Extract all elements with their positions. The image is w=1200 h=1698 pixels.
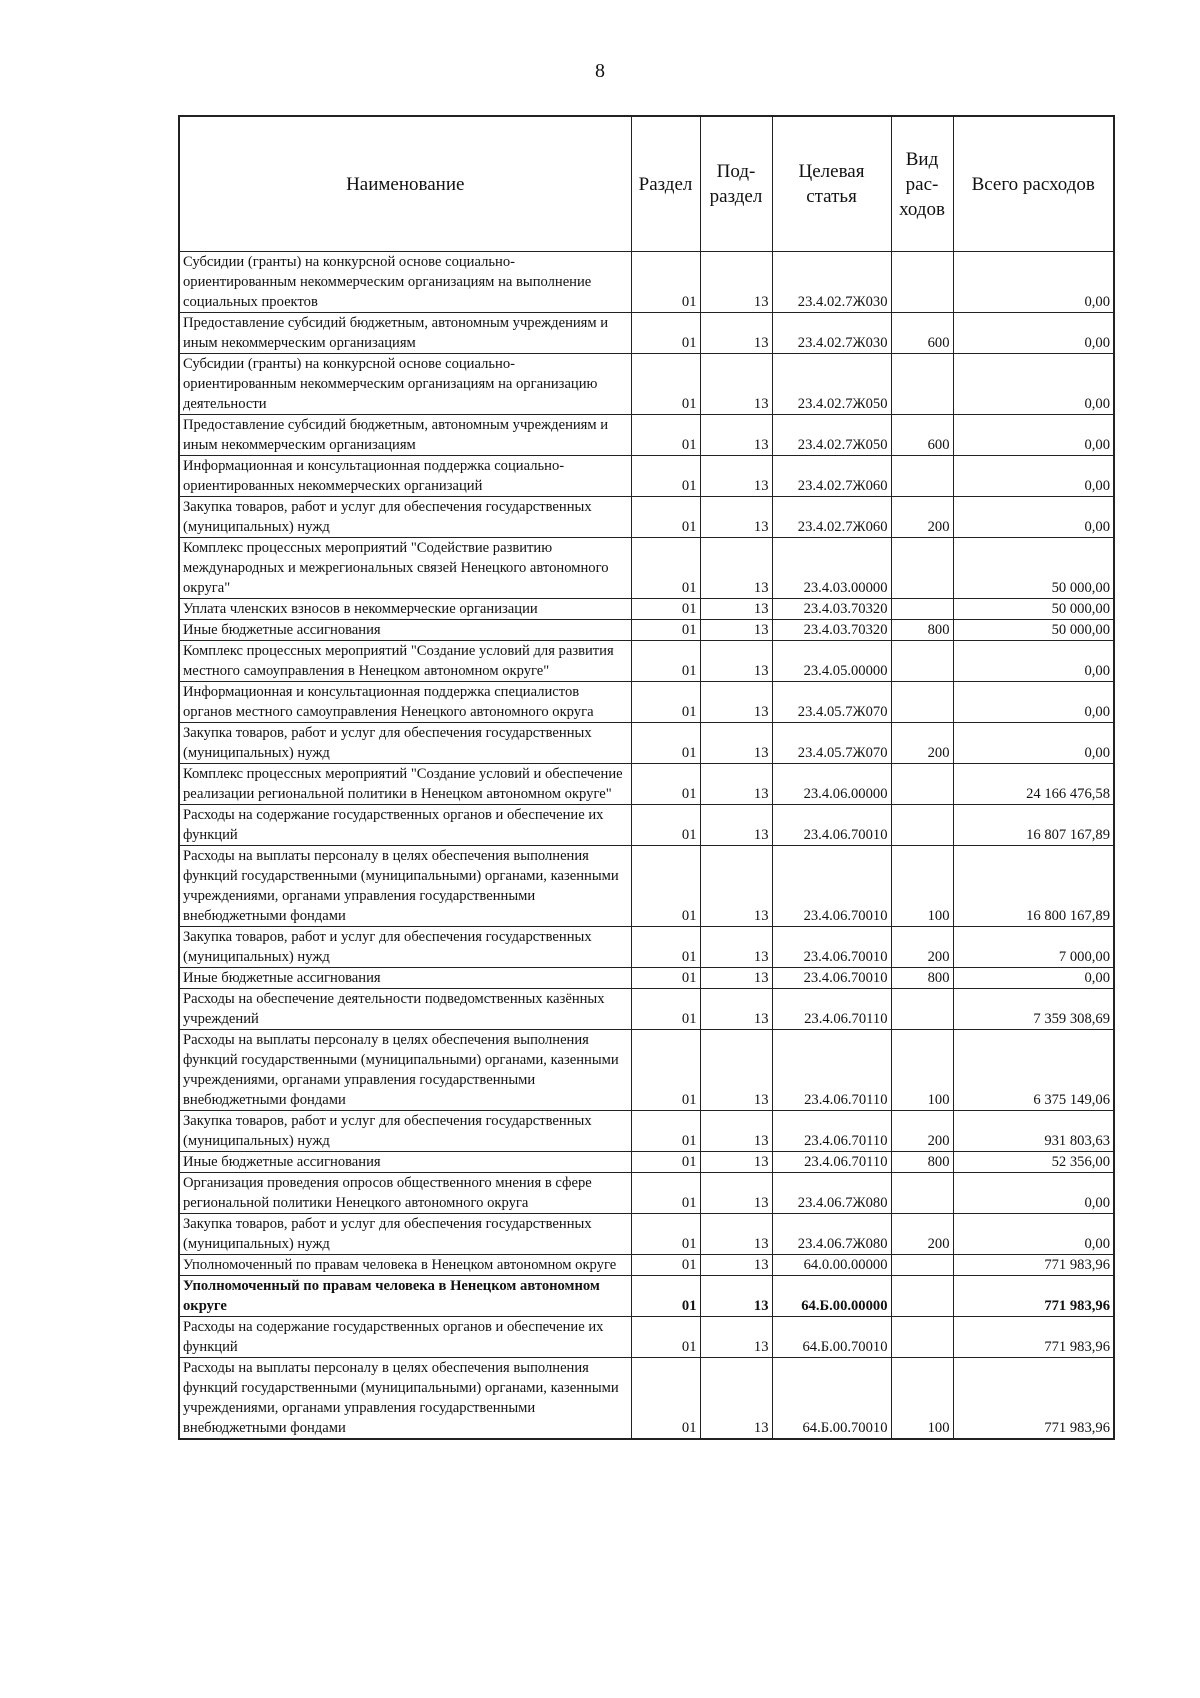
row-section: 01 (631, 1173, 700, 1214)
row-name: Закупка товаров, работ и услуг для обеспечения государственных (муниципальных) нужд (179, 1214, 631, 1255)
row-subsection: 13 (700, 1152, 772, 1173)
row-subsection: 13 (700, 620, 772, 641)
row-target: 23.4.06.70110 (772, 1111, 891, 1152)
row-total: 16 807 167,89 (953, 805, 1114, 846)
row-subsection: 13 (700, 313, 772, 354)
row-name: Информационная и консультационная поддержка специалистов органов местного самоуправления Ненецкого автономного округа (179, 682, 631, 723)
row-total: 24 166 476,58 (953, 764, 1114, 805)
table-row (179, 641, 1114, 682)
row-name: Предоставление субсидий бюджетным, автономным учреждениям и иным некоммерческим организациям (179, 415, 631, 456)
row-subsection: 13 (700, 846, 772, 927)
row-total: 0,00 (953, 415, 1114, 456)
row-type (891, 641, 953, 682)
row-name: Иные бюджетные ассигнования (179, 968, 631, 989)
row-section: 01 (631, 927, 700, 968)
row-total: 0,00 (953, 497, 1114, 538)
row-subsection: 13 (700, 1276, 772, 1317)
row-name: Расходы на обеспечение деятельности подведомственных казённых учреждений (179, 989, 631, 1030)
row-subsection: 13 (700, 968, 772, 989)
budget-table (178, 115, 1115, 1440)
row-target: 23.4.02.7Ж050 (772, 354, 891, 415)
row-section: 01 (631, 252, 700, 313)
table-row (179, 682, 1114, 723)
row-name: Расходы на содержание государственных органов и обеспечение их функций (179, 1317, 631, 1358)
row-subsection: 13 (700, 1111, 772, 1152)
row-subsection: 13 (700, 415, 772, 456)
row-name: Закупка товаров, работ и услуг для обеспечения государственных (муниципальных) нужд (179, 927, 631, 968)
row-target: 23.4.05.7Ж070 (772, 723, 891, 764)
row-name: Расходы на содержание государственных органов и обеспечение их функций (179, 805, 631, 846)
row-subsection: 13 (700, 927, 772, 968)
table-row (179, 620, 1114, 641)
row-total: 7 359 308,69 (953, 989, 1114, 1030)
table-row (179, 456, 1114, 497)
row-total: 16 800 167,89 (953, 846, 1114, 927)
row-subsection: 13 (700, 1030, 772, 1111)
row-total: 50 000,00 (953, 538, 1114, 599)
row-type (891, 252, 953, 313)
row-target: 23.4.02.7Ж030 (772, 252, 891, 313)
row-subsection: 13 (700, 989, 772, 1030)
row-section: 01 (631, 764, 700, 805)
row-section: 01 (631, 415, 700, 456)
row-section: 01 (631, 1111, 700, 1152)
row-type (891, 764, 953, 805)
row-type: 600 (891, 313, 953, 354)
row-total: 0,00 (953, 968, 1114, 989)
row-target: 23.4.06.7Ж080 (772, 1214, 891, 1255)
row-type (891, 1173, 953, 1214)
row-name: Уполномоченный по правам человека в Ненецком автономном округе (179, 1255, 631, 1276)
row-section: 01 (631, 620, 700, 641)
row-name: Закупка товаров, работ и услуг для обеспечения государственных (муниципальных) нужд (179, 1111, 631, 1152)
row-section: 01 (631, 456, 700, 497)
row-target: 23.4.03.70320 (772, 599, 891, 620)
row-subsection: 13 (700, 682, 772, 723)
table-row (179, 989, 1114, 1030)
table-row (179, 1173, 1114, 1214)
row-subsection: 13 (700, 641, 772, 682)
row-subsection: 13 (700, 456, 772, 497)
row-target: 23.4.06.7Ж080 (772, 1173, 891, 1214)
table-row (179, 1358, 1114, 1440)
table-row (179, 1255, 1114, 1276)
row-type: 200 (891, 497, 953, 538)
row-name: Расходы на выплаты персоналу в целях обеспечения выполнения функций государственными (муниципальными) органами, казенными учреждениями, органами управления государственными внебюджетными фондами (179, 1358, 631, 1440)
row-section: 01 (631, 723, 700, 764)
row-total: 0,00 (953, 641, 1114, 682)
table-row (179, 1030, 1114, 1111)
row-target: 23.4.03.70320 (772, 620, 891, 641)
row-name: Иные бюджетные ассигнования (179, 620, 631, 641)
row-section: 01 (631, 641, 700, 682)
row-type (891, 1255, 953, 1276)
table-row (179, 415, 1114, 456)
row-total: 7 000,00 (953, 927, 1114, 968)
row-target: 23.4.05.00000 (772, 641, 891, 682)
header-name: Наименование (179, 116, 631, 252)
row-subsection: 13 (700, 805, 772, 846)
row-total: 771 983,96 (953, 1276, 1114, 1317)
row-name: Комплекс процессных мероприятий "Создание условий для развития местного самоуправления в Ненецком автономном округе" (179, 641, 631, 682)
row-total: 50 000,00 (953, 599, 1114, 620)
row-type (891, 599, 953, 620)
row-subsection: 13 (700, 497, 772, 538)
row-type: 200 (891, 1111, 953, 1152)
header-type: Вид рас- ходов (891, 116, 953, 252)
header-subsection: Под- раздел (700, 116, 772, 252)
row-section: 01 (631, 989, 700, 1030)
row-target: 64.Б.00.70010 (772, 1317, 891, 1358)
row-section: 01 (631, 968, 700, 989)
row-target: 23.4.06.70110 (772, 1030, 891, 1111)
row-type: 800 (891, 1152, 953, 1173)
row-type: 800 (891, 620, 953, 641)
row-subsection: 13 (700, 1214, 772, 1255)
row-target: 23.4.02.7Ж060 (772, 497, 891, 538)
table-row (179, 599, 1114, 620)
row-section: 01 (631, 1317, 700, 1358)
row-total: 0,00 (953, 1173, 1114, 1214)
row-type: 200 (891, 723, 953, 764)
table-row (179, 252, 1114, 313)
row-total: 0,00 (953, 723, 1114, 764)
row-subsection: 13 (700, 538, 772, 599)
row-section: 01 (631, 1152, 700, 1173)
row-total: 0,00 (953, 682, 1114, 723)
table-row (179, 968, 1114, 989)
table-header-row (179, 116, 1114, 252)
row-type: 600 (891, 415, 953, 456)
row-target: 23.4.06.70010 (772, 846, 891, 927)
table-row (179, 1214, 1114, 1255)
row-type (891, 1276, 953, 1317)
row-total: 52 356,00 (953, 1152, 1114, 1173)
row-section: 01 (631, 846, 700, 927)
row-type: 100 (891, 1030, 953, 1111)
row-type: 100 (891, 1358, 953, 1440)
row-target: 23.4.06.70110 (772, 1152, 891, 1173)
row-section: 01 (631, 1276, 700, 1317)
row-section: 01 (631, 1214, 700, 1255)
row-total: 0,00 (953, 1214, 1114, 1255)
table-row (179, 1152, 1114, 1173)
row-total: 771 983,96 (953, 1255, 1114, 1276)
row-target: 23.4.02.7Ж060 (772, 456, 891, 497)
row-target: 23.4.02.7Ж030 (772, 313, 891, 354)
row-name: Закупка товаров, работ и услуг для обеспечения государственных (муниципальных) нужд (179, 497, 631, 538)
row-subsection: 13 (700, 764, 772, 805)
row-section: 01 (631, 1255, 700, 1276)
row-name: Комплекс процессных мероприятий "Создание условий и обеспечение реализации региональной политики в Ненецком автономном округе" (179, 764, 631, 805)
row-total: 931 803,63 (953, 1111, 1114, 1152)
row-target: 23.4.06.70010 (772, 968, 891, 989)
row-subsection: 13 (700, 599, 772, 620)
table-row (179, 1276, 1114, 1317)
row-total: 0,00 (953, 354, 1114, 415)
row-subsection: 13 (700, 1358, 772, 1440)
row-name: Комплекс процессных мероприятий "Содействие развитию международных и межрегиональных связей Ненецкого автономного округа" (179, 538, 631, 599)
row-subsection: 13 (700, 1317, 772, 1358)
table-row (179, 538, 1114, 599)
row-name: Уполномоченный по правам человека в Ненецком автономном округе (179, 1276, 631, 1317)
row-type (891, 354, 953, 415)
row-name: Уплата членских взносов в некоммерческие организации (179, 599, 631, 620)
table-row (179, 1317, 1114, 1358)
page-number: 8 (595, 60, 605, 82)
row-target: 23.4.03.00000 (772, 538, 891, 599)
row-section: 01 (631, 1030, 700, 1111)
row-section: 01 (631, 599, 700, 620)
row-name: Закупка товаров, работ и услуг для обеспечения государственных (муниципальных) нужд (179, 723, 631, 764)
header-section: Раздел (631, 116, 700, 252)
row-section: 01 (631, 497, 700, 538)
row-type (891, 538, 953, 599)
row-total: 6 375 149,06 (953, 1030, 1114, 1111)
table-row (179, 354, 1114, 415)
row-target: 23.4.06.70110 (772, 989, 891, 1030)
row-section: 01 (631, 1358, 700, 1440)
row-type: 200 (891, 927, 953, 968)
row-section: 01 (631, 805, 700, 846)
row-target: 64.0.00.00000 (772, 1255, 891, 1276)
row-total: 0,00 (953, 456, 1114, 497)
row-target: 23.4.02.7Ж050 (772, 415, 891, 456)
table-body (179, 252, 1114, 1440)
header-total: Всего расходов (953, 116, 1114, 252)
table-row (179, 846, 1114, 927)
row-type (891, 989, 953, 1030)
row-section: 01 (631, 354, 700, 415)
row-target: 23.4.06.70010 (772, 805, 891, 846)
row-subsection: 13 (700, 1173, 772, 1214)
row-target: 23.4.06.00000 (772, 764, 891, 805)
row-type: 800 (891, 968, 953, 989)
table-row (179, 927, 1114, 968)
row-total: 0,00 (953, 252, 1114, 313)
row-target: 64.Б.00.00000 (772, 1276, 891, 1317)
row-section: 01 (631, 313, 700, 354)
row-name: Субсидии (гранты) на конкурсной основе социально-ориентированным некоммерческим организациям на организацию деятельности (179, 354, 631, 415)
row-name: Организация проведения опросов общественного мнения в сфере региональной политики Ненецкого автономного округа (179, 1173, 631, 1214)
row-type: 100 (891, 846, 953, 927)
row-total: 50 000,00 (953, 620, 1114, 641)
table-row (179, 723, 1114, 764)
row-section: 01 (631, 538, 700, 599)
row-target: 23.4.05.7Ж070 (772, 682, 891, 723)
table-row (179, 313, 1114, 354)
row-name: Информационная и консультационная поддержка социально-ориентированных некоммерческих организаций (179, 456, 631, 497)
row-type (891, 1317, 953, 1358)
row-name: Предоставление субсидий бюджетным, автономным учреждениям и иным некоммерческим организациям (179, 313, 631, 354)
row-target: 23.4.06.70010 (772, 927, 891, 968)
row-type: 200 (891, 1214, 953, 1255)
row-type (891, 682, 953, 723)
row-total: 0,00 (953, 313, 1114, 354)
row-section: 01 (631, 682, 700, 723)
row-type (891, 805, 953, 846)
row-total: 771 983,96 (953, 1317, 1114, 1358)
row-subsection: 13 (700, 1255, 772, 1276)
row-name: Субсидии (гранты) на конкурсной основе социально-ориентированным некоммерческим организациям на выполнение социальных проектов (179, 252, 631, 313)
row-name: Расходы на выплаты персоналу в целях обеспечения выполнения функций государственными (муниципальными) органами, казенными учреждениями, органами управления государственными внебюджетными фондами (179, 1030, 631, 1111)
row-subsection: 13 (700, 354, 772, 415)
table-row (179, 1111, 1114, 1152)
table-row (179, 497, 1114, 538)
row-subsection: 13 (700, 723, 772, 764)
row-type (891, 456, 953, 497)
header-target: Целевая статья (772, 116, 891, 252)
row-name: Расходы на выплаты персоналу в целях обеспечения выполнения функций государственными (муниципальными) органами, казенными учреждениями, органами управления государственными внебюджетными фондами (179, 846, 631, 927)
row-total: 771 983,96 (953, 1358, 1114, 1440)
table-row (179, 764, 1114, 805)
row-target: 64.Б.00.70010 (772, 1358, 891, 1440)
row-name: Иные бюджетные ассигнования (179, 1152, 631, 1173)
row-subsection: 13 (700, 252, 772, 313)
table-row (179, 805, 1114, 846)
